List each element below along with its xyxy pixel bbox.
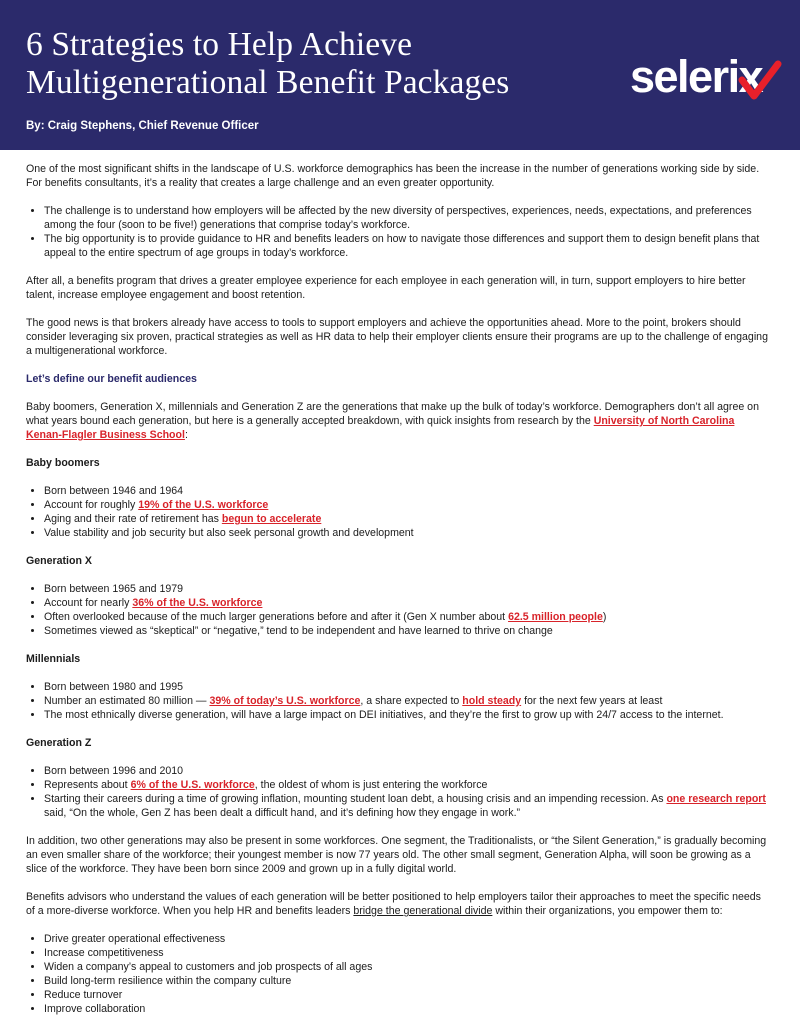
millennials-workforce-link[interactable]: 39% of today’s U.S. workforce [209, 695, 361, 707]
byline: By: Craig Stephens, Chief Revenue Officer [26, 120, 259, 132]
title-line-2: Multigenerational Benefit Packages [26, 64, 510, 101]
page-title [26, 26, 509, 102]
millennials-list [26, 680, 770, 722]
boomers-heading: Baby boomers [26, 457, 100, 469]
millennials-heading: Millennials [26, 653, 81, 665]
list-item: • Starting their careers during a time of growing inflation, mounting student loan debt, a housing crisis and an impending recession. As one research report said, “On the whole, Gen Z has been dealt a difficult hand, and it’s defining how they engage in work.” [44, 792, 770, 820]
generations-intro-paragraph: Baby boomers, Generation X, millennials and Generation Z are the generations that make up the bulk of today’s workforce. Demographers don’t all agree on what years bound each generation, but here is a generally accepted breakdown, with quick insights from research by the University of North Carolina Kenan-Flagler Business School: [26, 401, 759, 441]
list-item: • Represents about 6% of the U.S. workforce, the oldest of whom is just entering the workforce [44, 778, 770, 792]
article-body [0, 150, 800, 1016]
list-item: • Aging and their rate of retirement has begun to accelerate [44, 512, 770, 526]
intro-list [26, 204, 770, 260]
genx-heading: Generation X [26, 555, 92, 567]
genz-workforce-link[interactable]: 6% of the U.S. workforce [130, 779, 255, 791]
genx-list [26, 582, 770, 638]
list-item: • Improve collaboration [44, 1002, 770, 1016]
list-item: • Build long-term resilience within the company culture [44, 974, 770, 988]
list-item: • Born between 1965 and 1979 [44, 582, 770, 596]
list-item: • Born between 1996 and 2010 [44, 764, 770, 778]
list-item: • The challenge is to understand how employers will be affected by the new diversity of perspectives, experiences, needs, expectations, and preferences among the four (soon to be five!) generations that comprise today’s workforce. [44, 204, 770, 232]
section-subheading: Let’s define our benefit audiences [26, 373, 197, 385]
list-item: • Born between 1980 and 1995 [44, 680, 770, 694]
list-item: • Often overlooked because of the much larger generations before and after it (Gen X number about 62.5 million people) [44, 610, 770, 624]
list-item: • Widen a company’s appeal to customers and job prospects of all ages [44, 960, 770, 974]
list-item: • Increase competitiveness [44, 946, 770, 960]
list-item: • Value stability and job security but also seek personal growth and development [44, 526, 770, 540]
selerix-logo [630, 51, 780, 104]
boomers-workforce-link[interactable]: 19% of the U.S. workforce [138, 499, 269, 511]
research-report-link[interactable]: one research report [666, 793, 766, 805]
list-item: • Account for roughly 19% of the U.S. workforce [44, 498, 770, 512]
list-item: • The most ethnically diverse generation, will have a large impact on DEI initiatives, and they’re the first to grow up with 24/7 access to the internet. [44, 708, 770, 722]
genz-heading: Generation Z [26, 737, 92, 749]
list-item: • The big opportunity is to provide guidance to HR and benefits leaders on how to navigate those differences and support them to design benefit plans that appeal to the entire spectrum of age groups in today’s workforce. [44, 232, 770, 260]
checkmark-icon [738, 60, 782, 104]
list-item: • Reduce turnover [44, 988, 770, 1002]
intro-paragraph: One of the most significant shifts in the landscape of U.S. workforce demographics has been the increase in the number of generations working side by side. For benefits consultants, it’s a reality that creates a large challenge and an even greater opportunity. [26, 163, 760, 189]
unc-research-link[interactable]: University of North Carolina Kenan-Flagler Business School [26, 415, 735, 441]
genz-list [26, 764, 770, 820]
retirement-accelerate-link[interactable]: begun to accelerate [221, 513, 322, 525]
list-item: • Born between 1946 and 1964 [44, 484, 770, 498]
genx-workforce-link[interactable]: 36% of the U.S. workforce [132, 597, 263, 609]
generational-divide-link[interactable]: bridge the generational divide [353, 905, 493, 917]
list-item: • Number an estimated 80 million — 39% of today’s U.S. workforce, a share expected to hold steady for the next few years at least [44, 694, 770, 708]
hold-steady-link[interactable]: hold steady [462, 695, 522, 707]
boomers-list [26, 484, 770, 540]
list-item: • Sometimes viewed as “skeptical” or “negative,” tend to be independent and have learned to thrive on change [44, 624, 770, 638]
logo-wordmark: selerix [630, 51, 763, 102]
advisors-paragraph: Benefits advisors who understand the values of each generation will be better positioned to help employers tailor their approaches to meet the specific needs of a more-diverse workforce. When you help HR and benefits leaders bridge the generational divide within their organizations, you empower them to: [26, 891, 761, 917]
title-line-1: 6 Strategies to Help Achieve [26, 26, 413, 63]
genx-population-link[interactable]: 62.5 million people [508, 611, 603, 623]
empower-list [26, 932, 770, 1016]
after-all-paragraph: After all, a benefits program that drives a greater employee experience for each employee in each generation will, in turn, support employers to hire better talent, increase employee engagement and boost retention. [26, 275, 746, 301]
addition-paragraph: In addition, two other generations may also be present in some workforces. One segment, the Traditionalists, or “the Silent Generation,” is gradually becoming an even smaller share of the workforce; their youngest member is now 77 years old. The other small segment, Generation Alpha, will soon be growing as a slice of the workforce. They have been born since 2009 and grown up in a fully digital world. [26, 835, 767, 875]
good-news-paragraph: The good news is that brokers already have access to tools to support employers and achieve the opportunities ahead. More to the point, brokers should consider leveraging six proven, practical strategies as well as HR data to help their employer clients ensure their programs are up to the challenge of engaging a multigenerational workforce. [26, 317, 768, 357]
page-header [0, 0, 800, 150]
list-item: • Drive greater operational effectiveness [44, 932, 770, 946]
list-item: • Account for nearly 36% of the U.S. workforce [44, 596, 770, 610]
